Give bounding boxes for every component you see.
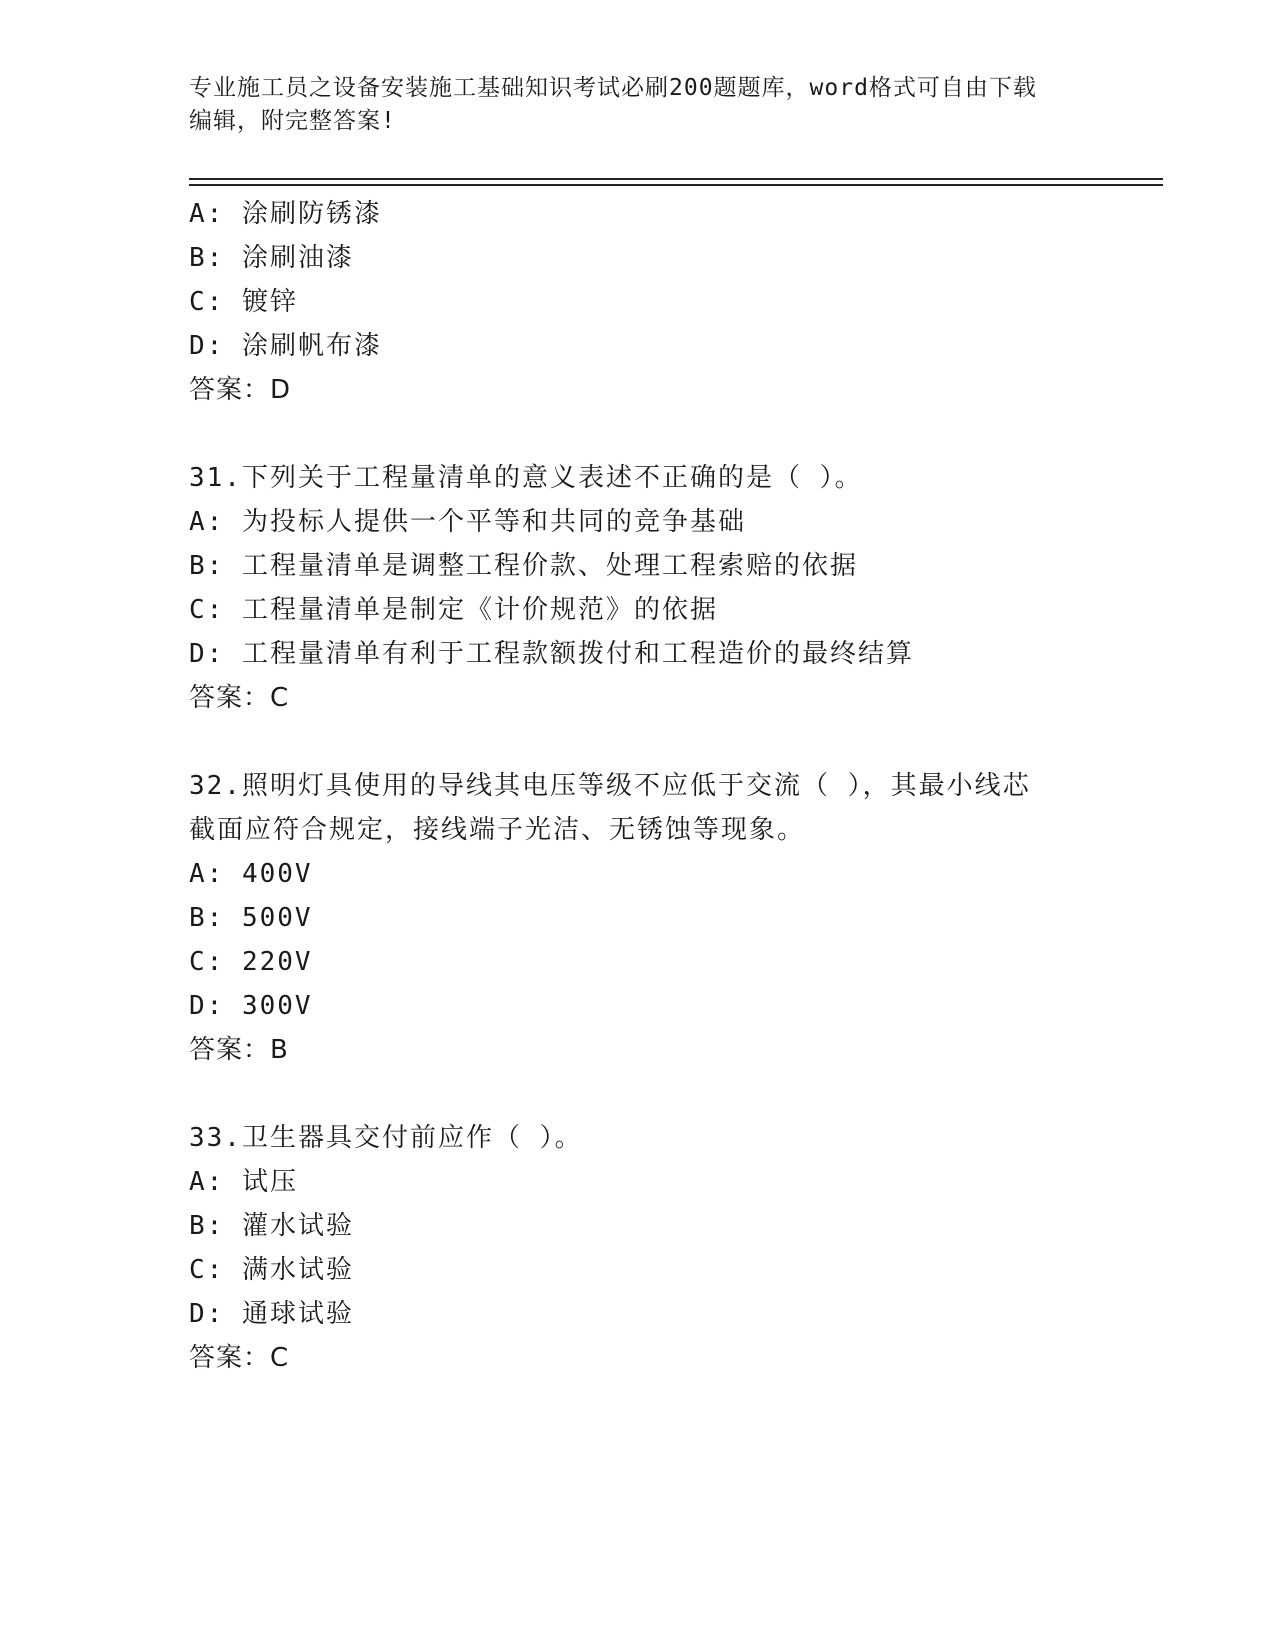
q31-answer: 答案：C [189, 683, 290, 713]
header-divider-top [189, 178, 1163, 180]
q33-stem: 33.卫生器具交付前应作（ ）。 [189, 1123, 583, 1153]
q33-answer: 答案：C [189, 1343, 290, 1373]
header-line-1: 专业施工员之设备安装施工基础知识考试必刷200题题库，word格式可自由下载 [189, 75, 1037, 101]
q30-option-a: A: 涂刷防锈漆 [189, 199, 382, 229]
q31-option-d: D: 工程量清单有利于工程款额拨付和工程造价的最终结算 [189, 639, 914, 669]
q33-option-a: A: 试压 [189, 1167, 298, 1197]
q32-option-b: B: 500V [189, 903, 313, 933]
q32-stem-line-2: 截面应符合规定，接线端子光洁、无锈蚀等现象。 [189, 815, 806, 845]
header-line-2: 编辑，附完整答案! [189, 108, 396, 134]
q31-option-a: A: 为投标人提供一个平等和共同的竞争基础 [189, 507, 746, 537]
q32-answer: 答案：B [189, 1035, 289, 1065]
q33-option-b: B: 灌水试验 [189, 1211, 354, 1241]
q32-stem-line-1: 32.照明灯具使用的导线其电压等级不应低于交流（ ），其最小线芯 [189, 771, 1031, 801]
q33-option-c: C: 满水试验 [189, 1255, 354, 1285]
document-header [189, 72, 1089, 138]
q30-option-c: C: 镀锌 [189, 287, 298, 317]
q30-option-d: D: 涂刷帆布漆 [189, 331, 382, 361]
header-divider-bottom [189, 184, 1163, 186]
q30-option-b: B: 涂刷油漆 [189, 243, 354, 273]
q31-option-b: B: 工程量清单是调整工程价款、处理工程索赔的依据 [189, 551, 858, 581]
q30-answer: 答案：D [189, 375, 292, 405]
q33-option-d: D: 通球试验 [189, 1299, 354, 1329]
q31-stem: 31.下列关于工程量清单的意义表述不正确的是（ ）。 [189, 463, 863, 493]
q32-option-c: C: 220V [189, 947, 313, 977]
q31-option-c: C: 工程量清单是制定《计价规范》的依据 [189, 595, 718, 625]
q32-option-a: A: 400V [189, 859, 313, 889]
q32-option-d: D: 300V [189, 991, 313, 1021]
